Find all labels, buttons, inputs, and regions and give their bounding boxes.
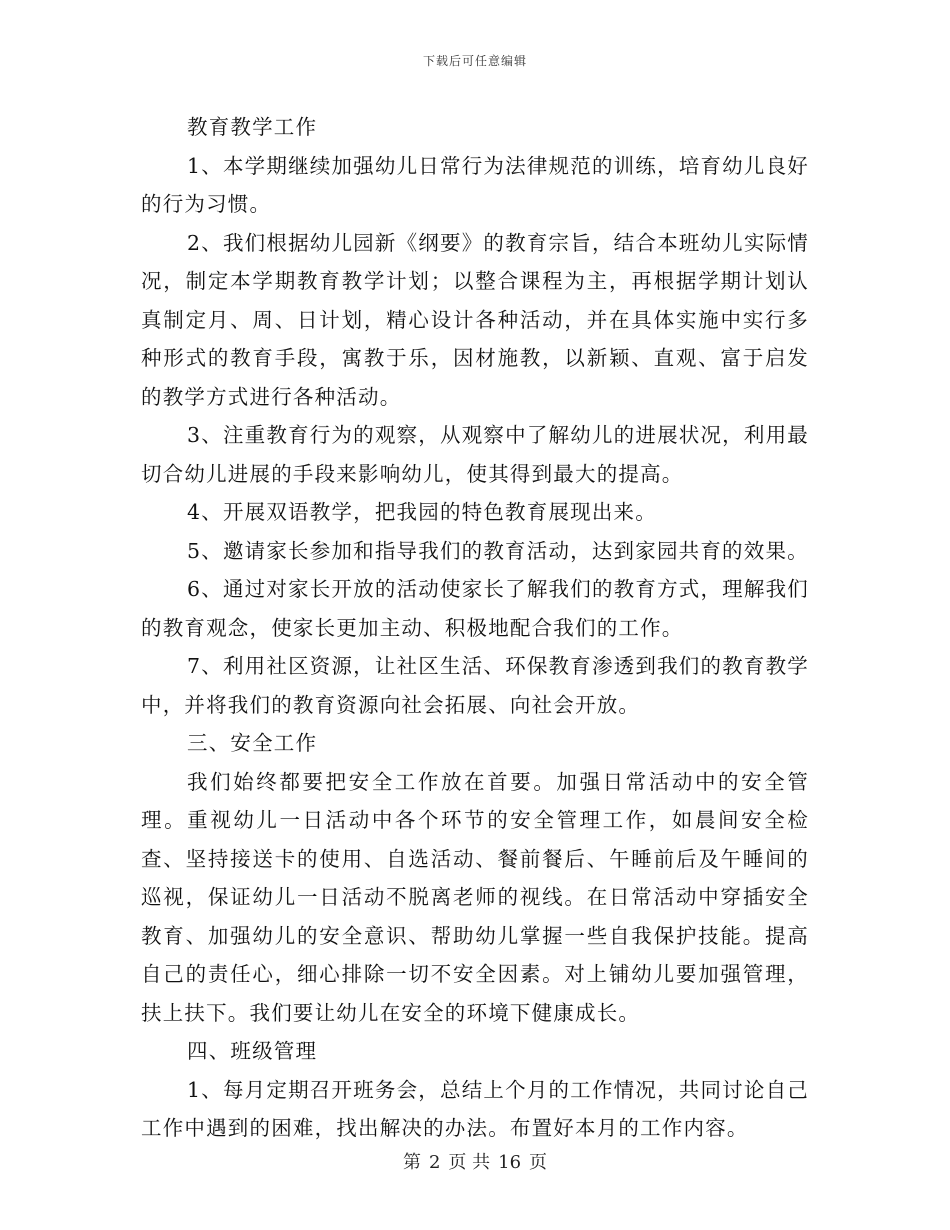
paragraph-safety: 我们始终都要把安全工作放在首要。加强日常活动中的安全管理。重视幼儿一日活动中各个环节的安全管理工作，如晨间安全检查、坚持接送卡的使用、自选活动、餐前餐后、午睡前后及午睡间的巡视，保证幼儿一日活动不脱离老师的视线。在日常活动中穿插安全教育、加强幼儿的安全意识、帮助幼儿掌握一些自我保护技能。提高自己的责任心，细心排除一切不安全因素。对上铺幼儿要加强管理，扶上扶下。我们要让幼儿在安全的环境下健康成长。 [141,769,809,1025]
footer-prefix: 第 [402,1152,421,1173]
document-body [141,108,809,1148]
footer-middle: 页 共 [448,1152,491,1173]
paragraph-teaching-7: 7、利用社区资源，让社区生活、环保教育渗透到我们的教育教学中，并将我们的教育资源向社会拓展、向社会开放。 [141,654,809,717]
section-heading-safety: 三、安全工作 [187,731,318,755]
page-number-footer [0,1148,950,1174]
paragraph-class-management-1: 1、每月定期召开班务会，总结上个月的工作情况，共同讨论自己工作中遇到的困难，找出解决的办法。布置好本月的工作内容。 [141,1077,809,1140]
footer-suffix: 页 [529,1152,548,1173]
paragraph-teaching-2: 2、我们根据幼儿园新《纲要》的教育宗旨，结合本班幼儿实际情况，制定本学期教育教学计划；以整合课程为主，再根据学期计划认真制定月、周、日计划，精心设计各种活动，并在具体实施中实行多种形式的教育手段，寓教于乐，因材施教，以新颖、直观、富于启发的教学方式进行各种活动。 [141,230,809,409]
header-note: 下载后可任意编辑 [422,54,527,68]
paragraph-teaching-1: 1、本学期继续加强幼儿日常行为法律规范的训练，培育幼儿良好的行为习惯。 [141,153,809,216]
paragraph-teaching-6: 6、通过对家长开放的活动使家长了解我们的教育方式，理解我们的教育观念，使家长更加主动、积极地配合我们的工作。 [141,577,809,640]
paragraph-teaching-5: 5、邀请家长参加和指导我们的教育活动，达到家园共育的效果。 [187,538,809,563]
footer-total-pages: 16 [498,1152,522,1173]
footer-page-number: 2 [428,1152,441,1173]
section-heading-class-management: 四、班级管理 [187,1039,318,1063]
paragraph-teaching-4: 4、开展双语教学，把我园的特色教育展现出来。 [187,500,657,524]
paragraph-teaching-3: 3、注重教育行为的观察，从观察中了解幼儿的进展状况，利用最切合幼儿进展的手段来影响幼儿，使其得到最大的提高。 [141,423,809,486]
section-heading-teaching: 教育教学工作 [187,115,318,139]
